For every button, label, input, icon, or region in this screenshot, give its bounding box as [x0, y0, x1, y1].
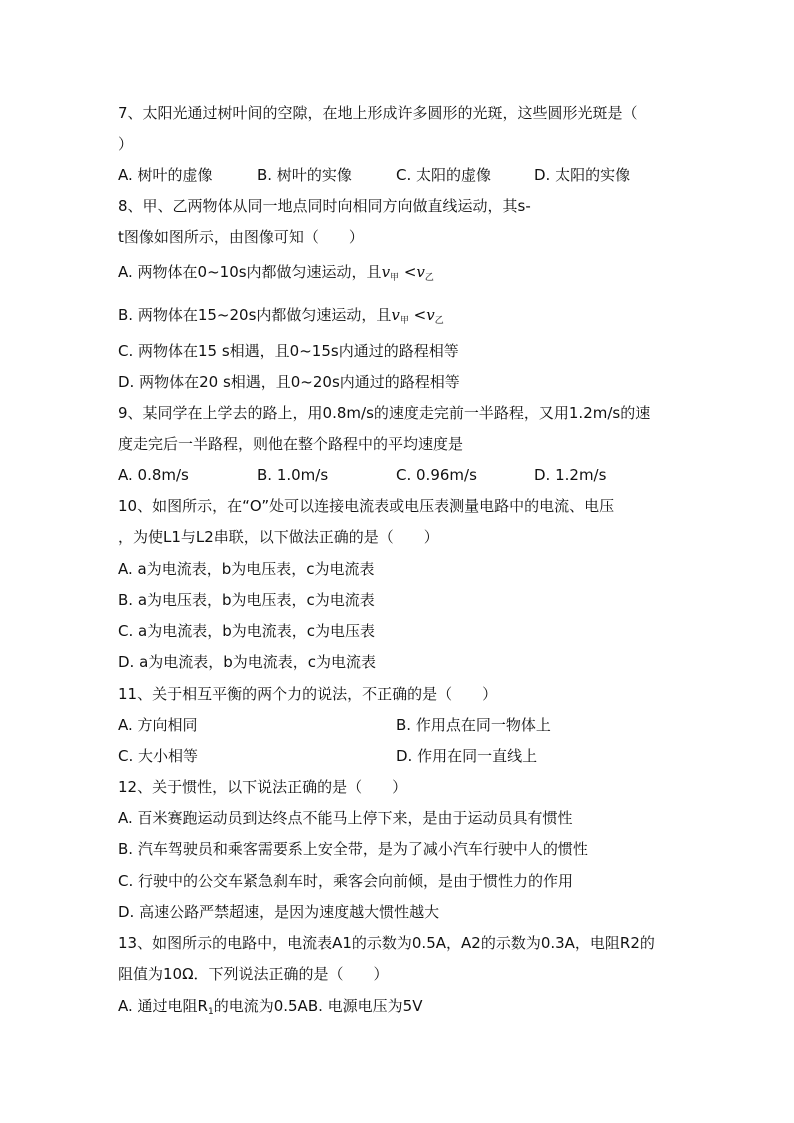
subscript-jia: 甲	[390, 273, 400, 283]
q11-option-c: C. 大小相等	[118, 747, 199, 765]
q10-option-c: C. a为电流表，b为电流表，c为电压表	[118, 622, 375, 640]
q7-option-b: B. 树叶的实像	[257, 166, 352, 184]
subscript-yi: 乙	[424, 273, 434, 283]
q11-option-b: B. 作用点在同一物体上	[396, 716, 551, 734]
q10-option-b: B. a为电压表，b为电压表，c为电流表	[118, 591, 375, 609]
q11-stem: 11、关于相互平衡的两个力的说法，不正确的是（ ）	[118, 685, 498, 703]
q12-option-a: A. 百米赛跑运动员到达终点不能马上停下来，是由于运动员具有惯性	[118, 809, 573, 827]
q12-option-d: D. 高速公路严禁超速，是因为速度越大惯性越大	[118, 903, 440, 921]
q9-option-a: A. 0.8m/s	[118, 466, 189, 484]
q9-option-c: C. 0.96m/s	[396, 466, 477, 484]
q10-stem-line1: 10、如图所示，在“O”处可以连接电流表或电压表测量电路中的电流、电压	[118, 497, 615, 515]
q12-option-c: C. 行驶中的公交车紧急刹车时，乘客会向前倾，是由于惯性力的作用	[118, 872, 574, 890]
q7-stem-line2: ）	[118, 135, 134, 153]
q9-option-d: D. 1.2m/s	[534, 466, 607, 484]
q11-option-a: A. 方向相同	[118, 716, 198, 734]
q13-option-a-post: 的电流为0.5AB. 电源电压为5V	[213, 997, 423, 1015]
less-than: <	[413, 306, 427, 324]
q9-stem-line1: 9、某同学在上学去的路上，用0.8m/s的速度走完前一半路程，又用1.2m/s的速	[118, 404, 651, 422]
q8-option-a-text: A. 两物体在0~10s内都做匀速运动，且	[118, 263, 382, 281]
q13-subscript-1: 1	[207, 1007, 214, 1017]
less-than: <	[403, 263, 417, 281]
q13-stem-line1: 13、如图所示的电路中，电流表A1的示数为0.5A，A2的示数为0.3A，电阻R2的	[118, 934, 655, 952]
v-symbol: v	[381, 263, 391, 281]
q12-stem: 12、关于惯性，以下说法正确的是（ ）	[118, 778, 408, 796]
q13-stem-line2: 阻值为10Ω．下列说法正确的是（ ）	[118, 965, 389, 983]
q10-stem-line2: ，为使L1与L2串联，以下做法正确的是（ ）	[118, 528, 439, 546]
q13-option-a-pre: A. 通过电阻R	[118, 997, 208, 1015]
subscript-jia: 甲	[399, 316, 409, 326]
q7-stem-line1: 7、太阳光通过树叶间的空隙，在地上形成许多圆形的光斑，这些圆形光斑是（	[118, 104, 638, 122]
q10-option-d: D. a为电流表，b为电流表，c为电流表	[118, 653, 377, 671]
q10-option-a: A. a为电流表，b为电压表，c为电流表	[118, 560, 375, 578]
q7-option-d: D. 太阳的实像	[534, 166, 631, 184]
q8-stem-line2: t图像如图所示，由图像可知（ ）	[118, 228, 364, 246]
q9-stem-line2: 度走完后一半路程，则他在整个路程中的平均速度是	[118, 435, 464, 453]
q8-option-d: D. 两物体在20 s相遇，且0~20s内通过的路程相等	[118, 373, 460, 391]
q8-option-b	[118, 305, 444, 331]
q11-option-d: D. 作用在同一直线上	[396, 747, 538, 765]
v-symbol: v	[426, 306, 435, 324]
q7-option-a: A. 树叶的虚像	[118, 166, 213, 184]
q8-option-c: C. 两物体在15 s相遇，且0~15s内通过的路程相等	[118, 342, 459, 360]
q8-option-a	[118, 262, 434, 288]
q8-stem-line1: 8、甲、乙两物体从同一地点同时向相同方向做直线运动，其s-	[118, 197, 531, 215]
q8-option-b-text: B. 两物体在15~20s内都做匀速运动，且	[118, 306, 392, 324]
v-symbol: v	[391, 306, 400, 324]
q13-option-a	[118, 996, 422, 1022]
q7-option-c: C. 太阳的虚像	[396, 166, 492, 184]
subscript-yi: 乙	[434, 316, 444, 326]
q9-option-b: B. 1.0m/s	[257, 466, 329, 484]
v-symbol: v	[416, 263, 425, 281]
q12-option-b: B. 汽车驾驶员和乘客需要系上安全带，是为了减小汽车行驶中人的惯性	[118, 840, 588, 858]
